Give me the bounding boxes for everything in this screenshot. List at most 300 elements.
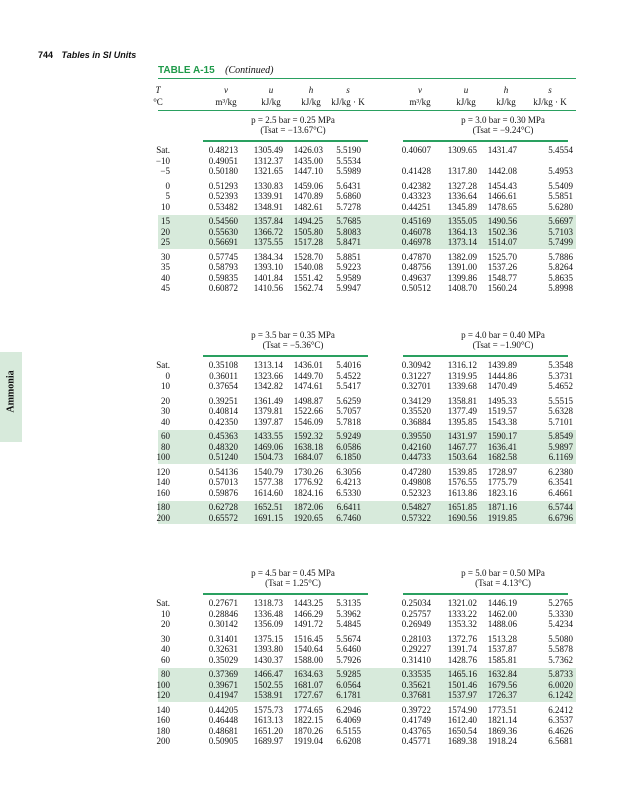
value-cell: 0.65572 [208,512,238,523]
value-cell: 5.3330 [548,608,573,619]
temperature-cell: 5 [165,191,170,201]
table-row [155,155,576,167]
table-row [158,619,576,630]
value-cell: 5.5989 [336,166,361,176]
value-cell: 1501.46 [447,679,477,690]
value-cell: 5.4234 [548,619,573,629]
value-cell: 0.37369 [208,669,238,679]
value-cell: 0.42382 [401,180,431,191]
table-row [158,736,576,747]
value-cell: 5.7362 [548,654,573,665]
table-row [158,216,576,227]
side-tab-label: Ammonia [5,370,17,413]
value-cell: 1459.06 [293,180,323,191]
value-cell: 1474.61 [293,381,323,391]
value-cell: 0.28846 [208,608,238,619]
condition-rule [403,593,568,595]
temperature-cell: 40 [161,644,170,654]
value-cell: 0.40607 [401,145,431,155]
value-cell: 0.46078 [401,226,431,237]
temperature-cell: 45 [161,283,170,293]
value-cell: 5.5851 [548,191,573,201]
value-cell: 1538.91 [253,690,283,700]
table-row [158,273,576,284]
value-cell: 5.7101 [548,416,573,427]
value-cell: 1773.51 [487,704,517,715]
value-cell: 0.46978 [401,237,431,247]
value-cell: 1336.48 [253,608,283,619]
value-cell: 1313.14 [253,360,283,370]
table-row [158,488,576,499]
value-cell: 1435.00 [293,155,323,166]
table-row [158,396,576,407]
table-row [158,502,576,513]
value-cell: 1681.07 [293,679,323,690]
temperature-cell: 0 [165,180,170,191]
value-cell: 1377.49 [447,406,477,416]
value-cell: 0.48756 [401,262,431,272]
value-cell: 1361.49 [253,395,283,406]
value-cell: 1690.56 [447,512,477,523]
table-row [158,467,576,478]
saturation-temperature: (Tsat = −9.24°C) [472,125,534,135]
table-row [158,477,576,488]
value-cell: 1613.86 [447,487,477,498]
value-cell: 1339.68 [447,381,477,391]
temperature-cell: −10 [155,155,170,166]
value-cell: 0.39251 [208,395,238,406]
table-row [158,262,576,273]
value-cell: 5.4953 [548,166,573,176]
value-cell: 1428.76 [447,654,477,665]
temperature-cell: Sat. [156,360,170,370]
header-unit: °C [153,97,163,107]
table-row [158,431,576,442]
value-cell: 0.48320 [208,441,238,452]
value-cell: 6.6208 [336,736,361,746]
value-cell: 5.5878 [548,644,573,654]
value-cell: 5.6431 [336,180,361,191]
value-cell: 0.47280 [401,466,431,477]
value-cell: 1491.72 [293,619,323,629]
value-cell: 1430.37 [253,654,283,665]
value-cell: 0.41749 [401,715,431,725]
value-cell: 1689.97 [253,736,283,746]
value-cell: 0.52323 [401,487,431,498]
running-head [38,50,136,60]
table-row [158,191,576,202]
pressure-label: p = 3.0 bar = 0.30 MPa [461,115,545,125]
header-unit: kJ/kg · K [331,97,365,107]
value-cell: 5.8471 [336,237,361,247]
value-cell: 1502.55 [253,679,283,690]
value-cell: 1689.38 [447,736,477,746]
value-cell: 5.8635 [548,272,573,283]
value-cell: 1519.57 [487,406,517,416]
value-cell: 1517.28 [293,237,323,247]
value-cell: 1727.67 [293,690,323,700]
temperature-cell: Sat. [156,145,170,155]
temperature-cell: 20 [161,619,170,629]
value-cell: 1447.10 [293,166,323,176]
value-cell: 0.32631 [208,644,238,654]
header-symbol: v [224,85,228,95]
value-cell: 6.5330 [336,487,361,498]
value-cell: 1920.65 [293,512,323,523]
table-row [158,417,576,428]
value-cell: 1775.79 [487,477,517,487]
value-cell: 0.35108 [208,360,238,370]
value-cell: 1776.92 [293,477,323,487]
header-symbol: s [346,85,350,95]
value-cell: 1391.74 [447,644,477,654]
value-cell: 0.33535 [401,669,431,679]
value-cell: 0.42350 [208,416,238,427]
saturation-temperature: (Tsat = −5.36°C) [262,340,324,350]
value-cell: 5.5534 [336,155,361,166]
value-cell: 1546.09 [293,416,323,427]
value-cell: 1357.84 [253,216,283,226]
value-cell: 5.7278 [336,201,361,212]
value-cell: 1333.22 [447,608,477,619]
value-cell: 1373.14 [447,237,477,247]
value-cell: 5.7926 [336,654,361,665]
value-cell: 1525.70 [487,251,517,262]
temperature-cell: 10 [161,201,170,212]
value-cell: 1446.19 [487,598,517,608]
table-row [158,360,576,371]
value-cell: 1442.08 [487,166,517,176]
value-cell: 5.6460 [336,644,361,654]
value-cell: 0.37654 [208,381,238,391]
pressure-condition-left [203,115,383,135]
value-cell: 0.60872 [208,283,238,293]
value-cell: 1636.41 [487,441,517,452]
value-cell: 0.35621 [401,679,431,690]
value-cell: 6.4069 [336,715,361,725]
temperature-cell: 0 [165,370,170,381]
value-cell: 1408.70 [447,283,477,293]
value-cell: 0.49051 [208,155,238,166]
value-cell: 1316.12 [447,360,477,370]
value-cell: 5.7103 [548,226,573,237]
value-cell: 0.62728 [208,502,238,512]
value-cell: 0.46448 [208,715,238,725]
running-head-title: Tables in SI Units [61,50,137,60]
value-cell: 1336.64 [447,191,477,201]
value-cell: 5.6328 [548,406,573,416]
value-cell: 1577.38 [253,477,283,487]
condition-rule [403,140,568,142]
value-cell: 1410.56 [253,283,283,293]
table-row [158,227,576,238]
value-cell: 0.31410 [401,654,431,665]
value-cell: 0.45169 [401,216,431,226]
value-cell: 1366.72 [253,226,283,237]
value-cell: 1821.14 [487,715,517,725]
value-cell: 5.9223 [336,262,361,272]
value-cell: 1869.36 [487,725,517,736]
value-cell: 1321.65 [253,166,283,176]
value-cell: 1691.15 [253,512,283,523]
value-cell: 0.57745 [208,251,238,262]
value-cell: 1393.80 [253,644,283,654]
value-cell: 5.2765 [548,598,573,608]
value-cell: 1449.70 [293,370,323,381]
value-cell: 6.6796 [548,512,573,523]
header-rule [158,110,576,111]
value-cell: 1612.40 [447,715,477,725]
value-cell: 1356.09 [253,619,283,629]
value-cell: 5.5674 [336,633,361,644]
value-cell: 1393.10 [253,262,283,272]
value-cell: 1919.85 [487,512,517,523]
value-cell: 1870.26 [293,725,323,736]
value-cell: 0.53482 [208,201,238,212]
column-header [153,82,576,112]
value-cell: 0.37681 [401,690,431,700]
temperature-cell: 120 [156,690,170,700]
value-cell: 0.52393 [208,191,238,201]
value-cell: 0.28103 [401,633,431,644]
value-cell: 5.8851 [336,251,361,262]
value-cell: 1728.97 [487,466,517,477]
value-cell: 5.6860 [336,191,361,201]
value-cell: 1498.87 [293,395,323,406]
value-cell: 5.8083 [336,226,361,237]
value-cell: 6.2380 [548,466,573,477]
value-cell: 1327.28 [447,180,477,191]
value-cell: 6.1850 [336,452,361,462]
value-cell: 5.5409 [548,180,573,191]
temperature-cell: 30 [161,633,170,644]
value-cell: 0.48681 [208,725,238,736]
header-symbol: T [155,85,161,95]
value-cell: 1375.55 [253,237,283,247]
value-cell: 1539.85 [447,466,477,477]
value-cell: 1823.16 [487,487,517,498]
temperature-cell: 200 [156,736,170,746]
value-cell: 6.7460 [336,512,361,523]
value-cell: 5.4522 [336,370,361,381]
value-cell: 1634.63 [293,669,323,679]
value-cell: 0.44733 [401,452,431,462]
value-cell: 0.54136 [208,466,238,477]
top-rule [158,78,576,79]
value-cell: 6.1781 [336,690,361,700]
value-cell: 5.8549 [548,431,573,441]
value-cell: 1323.66 [253,370,283,381]
header-symbol: h [503,85,509,95]
value-cell: 5.7818 [336,416,361,427]
pressure-condition-right [413,568,593,588]
value-cell: 5.5417 [336,381,361,391]
value-cell: 1401.84 [253,272,283,283]
value-cell: 1576.55 [447,477,477,487]
value-cell: 0.44251 [401,201,431,212]
value-cell: 5.4554 [548,145,573,155]
value-cell: 1632.84 [487,669,517,679]
value-cell: 1514.07 [487,237,517,247]
value-cell: 1548.77 [487,272,517,283]
value-cell: 1339.91 [253,191,283,201]
pressure-label: p = 4.5 bar = 0.45 MPa [251,568,335,578]
value-cell: 5.7499 [548,237,573,247]
value-cell: 5.6280 [548,201,573,212]
table-row [158,283,576,294]
value-cell: 0.25034 [401,598,431,608]
value-cell: 0.40814 [208,406,238,416]
value-cell: 0.39722 [401,704,431,715]
value-cell: 1478.65 [487,201,517,212]
pressure-label: p = 3.5 bar = 0.35 MPa [251,330,335,340]
value-cell: 0.30142 [208,619,238,629]
value-cell: 1651.85 [447,502,477,512]
value-cell: 1560.24 [487,283,517,293]
value-cell: 1342.82 [253,381,283,391]
value-cell: 1384.34 [253,251,283,262]
header-symbol: s [548,85,552,95]
value-cell: 1466.61 [487,191,517,201]
value-cell: 1824.16 [293,487,323,498]
value-cell: 0.57013 [208,477,238,487]
pressure-condition-right [413,330,593,350]
value-cell: 5.8733 [548,669,573,679]
temperature-cell: Sat. [156,598,170,608]
value-cell: 6.1169 [548,452,573,462]
value-cell: 1466.29 [293,608,323,619]
value-cell: 1682.58 [487,452,517,462]
table-continued: (Continued) [225,65,274,76]
value-cell: 0.45771 [401,736,431,746]
temperature-cell: 60 [161,431,170,441]
value-cell: 1317.80 [447,166,477,176]
value-cell: 1537.87 [487,644,517,654]
table-title [158,65,274,76]
value-cell: 1397.87 [253,416,283,427]
value-cell: 6.5744 [548,502,573,512]
temperature-cell: −5 [160,166,170,176]
value-cell: 0.45363 [208,431,238,441]
value-cell: 6.5681 [548,736,573,746]
value-cell: 1443.25 [293,598,323,608]
value-cell: 1638.18 [293,441,323,452]
table-row [158,202,576,213]
value-cell: 1871.16 [487,502,517,512]
value-cell: 1613.13 [253,715,283,725]
value-cell: 1462.00 [487,608,517,619]
temperature-cell: 120 [156,466,170,477]
value-cell: 6.3537 [548,715,573,725]
value-cell: 6.5155 [336,725,361,736]
value-cell: 0.39550 [401,431,431,441]
value-cell: 0.56691 [208,237,238,247]
value-cell: 1540.64 [293,644,323,654]
value-cell: 6.2412 [548,704,573,715]
value-cell: 1436.01 [293,360,323,370]
value-cell: 0.35520 [401,406,431,416]
value-cell: 6.4661 [548,487,573,498]
value-cell: 0.48213 [208,145,238,155]
value-cell: 6.1242 [548,690,573,700]
value-cell: 1650.54 [447,725,477,736]
value-cell: 1540.79 [253,466,283,477]
value-cell: 0.59835 [208,272,238,283]
value-cell: 1872.06 [293,502,323,512]
value-cell: 5.9897 [548,441,573,452]
value-cell: 0.55630 [208,226,238,237]
header-symbol: v [418,85,422,95]
value-cell: 1358.81 [447,395,477,406]
value-cell: 0.57322 [401,512,431,523]
value-cell: 5.9249 [336,431,361,441]
value-cell: 1318.73 [253,598,283,608]
value-cell: 1469.06 [253,441,283,452]
value-cell: 0.31227 [401,370,431,381]
value-cell: 0.49637 [401,272,431,283]
value-cell: 1502.36 [487,226,517,237]
value-cell: 0.50180 [208,166,238,176]
temperature-cell: 140 [156,477,170,487]
value-cell: 1614.60 [253,487,283,498]
value-cell: 5.4652 [548,381,573,391]
value-cell: 1592.32 [293,431,323,441]
value-cell: 1822.15 [293,715,323,725]
value-cell: 1391.00 [447,262,477,272]
value-cell: 1730.26 [293,466,323,477]
value-cell: 5.5080 [548,633,573,644]
pressure-label: p = 5.0 bar = 0.50 MPa [461,568,545,578]
value-cell: 6.0586 [336,441,361,452]
value-cell: 6.0020 [548,679,573,690]
temperature-cell: 80 [161,669,170,679]
temperature-cell: 200 [156,512,170,523]
value-cell: 0.43765 [401,725,431,736]
table-row [158,513,576,524]
value-cell: 1495.33 [487,395,517,406]
value-cell: 0.44205 [208,704,238,715]
value-cell: 1505.80 [293,226,323,237]
value-cell: 1470.89 [293,191,323,201]
value-cell: 1395.85 [447,416,477,427]
pressure-condition-left [203,568,383,588]
temperature-cell: 180 [156,502,170,512]
table-row [158,726,576,737]
table-row [158,237,576,248]
value-cell: 1466.47 [253,669,283,679]
condition-rule [203,593,368,595]
value-cell: 1562.74 [293,283,323,293]
value-cell: 1919.04 [293,736,323,746]
value-cell: 1585.81 [487,654,517,665]
temperature-cell: 100 [156,452,170,462]
temperature-cell: 20 [161,226,170,237]
temperature-cell: 140 [156,704,170,715]
value-cell: 1348.91 [253,201,283,212]
value-cell: 5.3731 [548,370,573,381]
value-cell: 0.59876 [208,487,238,498]
saturation-temperature: (Tsat = −13.67°C) [260,125,326,135]
value-cell: 1651.20 [253,725,283,736]
table-row [158,381,576,392]
pressure-label: p = 2.5 bar = 0.25 MPa [251,115,335,125]
value-cell: 0.36884 [401,416,431,427]
value-cell: 1444.86 [487,370,517,381]
header-unit: kJ/kg [496,97,516,107]
table-row [158,371,576,382]
table-row [158,145,576,156]
value-cell: 0.25757 [401,608,431,619]
